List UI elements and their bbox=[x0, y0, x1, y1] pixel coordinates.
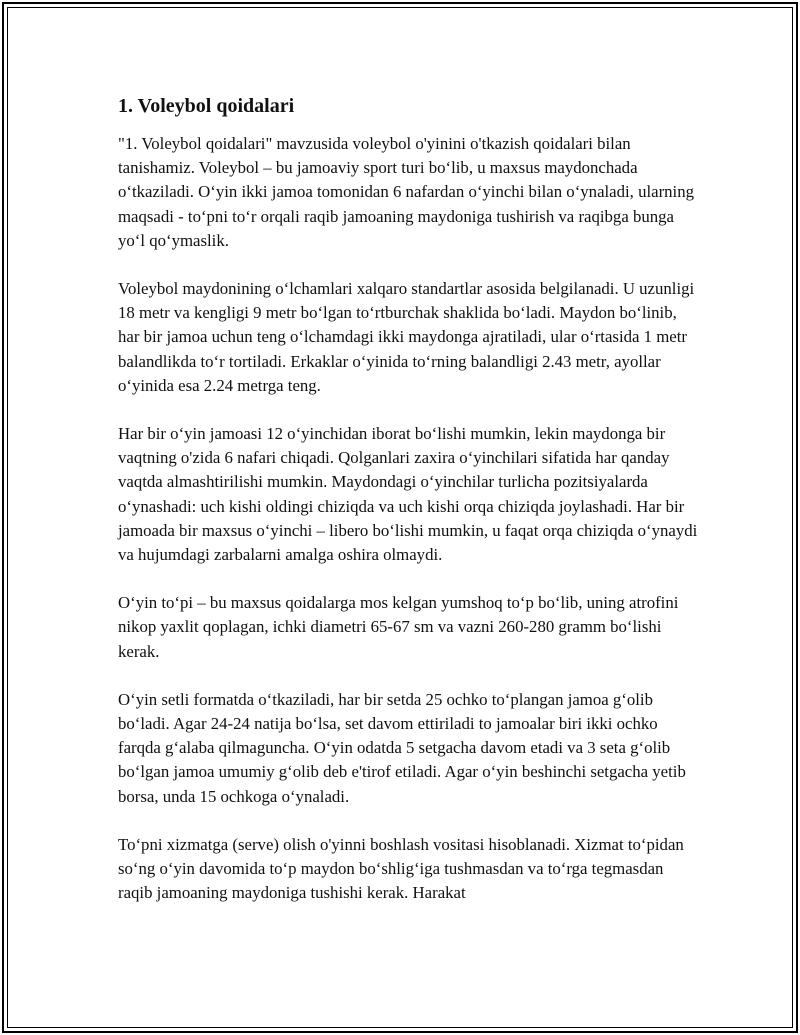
paragraph-sets-scoring: Oʻyin setli formatda oʻtkaziladi, har bir setda 25 ochko toʻplangan jamoa gʻolib boʻladi. Agar 24-24 natija boʻlsa, set davom ettiriladi to jamoalar biri ikki ochko farqda gʻalaba qilmaguncha. Oʻyin odatda 5 setgacha davom etadi va 3 seta gʻolib boʻlgan jamoa umumiy gʻolib deb e'tirof etiladi. Agar oʻyin beshinchi setgacha yetib borsa, unda 15 ochkoga oʻynaladi. bbox=[118, 689, 686, 806]
document-title: 1. Voleybol qoidalari bbox=[118, 95, 295, 117]
paragraph-court-dimensions: Voleybol maydonining oʻlchamlari xalqaro standartlar asosida belgilanadi. U uzunligi 18 metr va kengligi 9 metr boʻlgan toʻrtburchak shaklida boʻladi. Maydon boʻlinib, har bir jamoa uchun teng oʻlchamdagi ikki maydonga ajratiladi, ular oʻrtasida 1 metr balandlikda toʻr tortiladi. Erkaklar oʻyinida toʻrning balandligi 2.43 metr, ayollar oʻyinida esa 2.24 metrga teng. bbox=[118, 279, 695, 395]
paragraph-team-players: Har bir oʻyin jamoasi 12 oʻyinchidan iborat boʻlishi mumkin, lekin maydonga bir vaqtning o'zida 6 nafari chiqadi. Qolganlari zaxira oʻyinchilari sifatida har qanday vaqtda almashtirilishi mumkin. Maydondagi oʻyinchilar turlicha pozitsiyalarda oʻynashadi: uch kishi oldingi chiziqda va uch kishi orqa chiziqda joylashadi. Har bir jamoada bir maxsus oʻyinchi – libero boʻlishi mumkin, u faqat orqa chiziqda oʻynaydi va hujumdagi zarbalarni amalga oshira olmaydi. bbox=[118, 424, 698, 565]
document-body bbox=[118, 93, 698, 929]
paragraph-intro: "1. Voleybol qoidalari" mavzusida voleybol o'yinini o'tkazish qoidalari bilan tanishamiz. Voleybol – bu jamoaviy sport turi boʻlib, u maxsus maydonchada oʻtkaziladi. Oʻyin ikki jamoa tomonidan 6 nafardan oʻyinchi bilan oʻynaladi, ularning maqsadi - toʻpni toʻr orqali raqib jamoaning maydoniga tushirish va raqibga bunga yoʻl qoʻymaslik. bbox=[118, 134, 694, 250]
paragraph-serve: Toʻpni xizmatga (serve) olish o'yinni boshlash vositasi hisoblanadi. Xizmat toʻpidan soʻng oʻyin davomida toʻp maydon boʻshligʻiga tushmasdan va toʻrga tegmasdan raqib jamoaning maydoniga tushishi kerak. Harakat bbox=[118, 834, 684, 903]
paragraph-ball: Oʻyin toʻpi – bu maxsus qoidalarga mos kelgan yumshoq toʻp boʻlib, uning atrofini nikop yaxlit qoplagan, ichki diametri 65-67 sm va vazni 260-280 gramm boʻlishi kerak. bbox=[118, 593, 679, 661]
